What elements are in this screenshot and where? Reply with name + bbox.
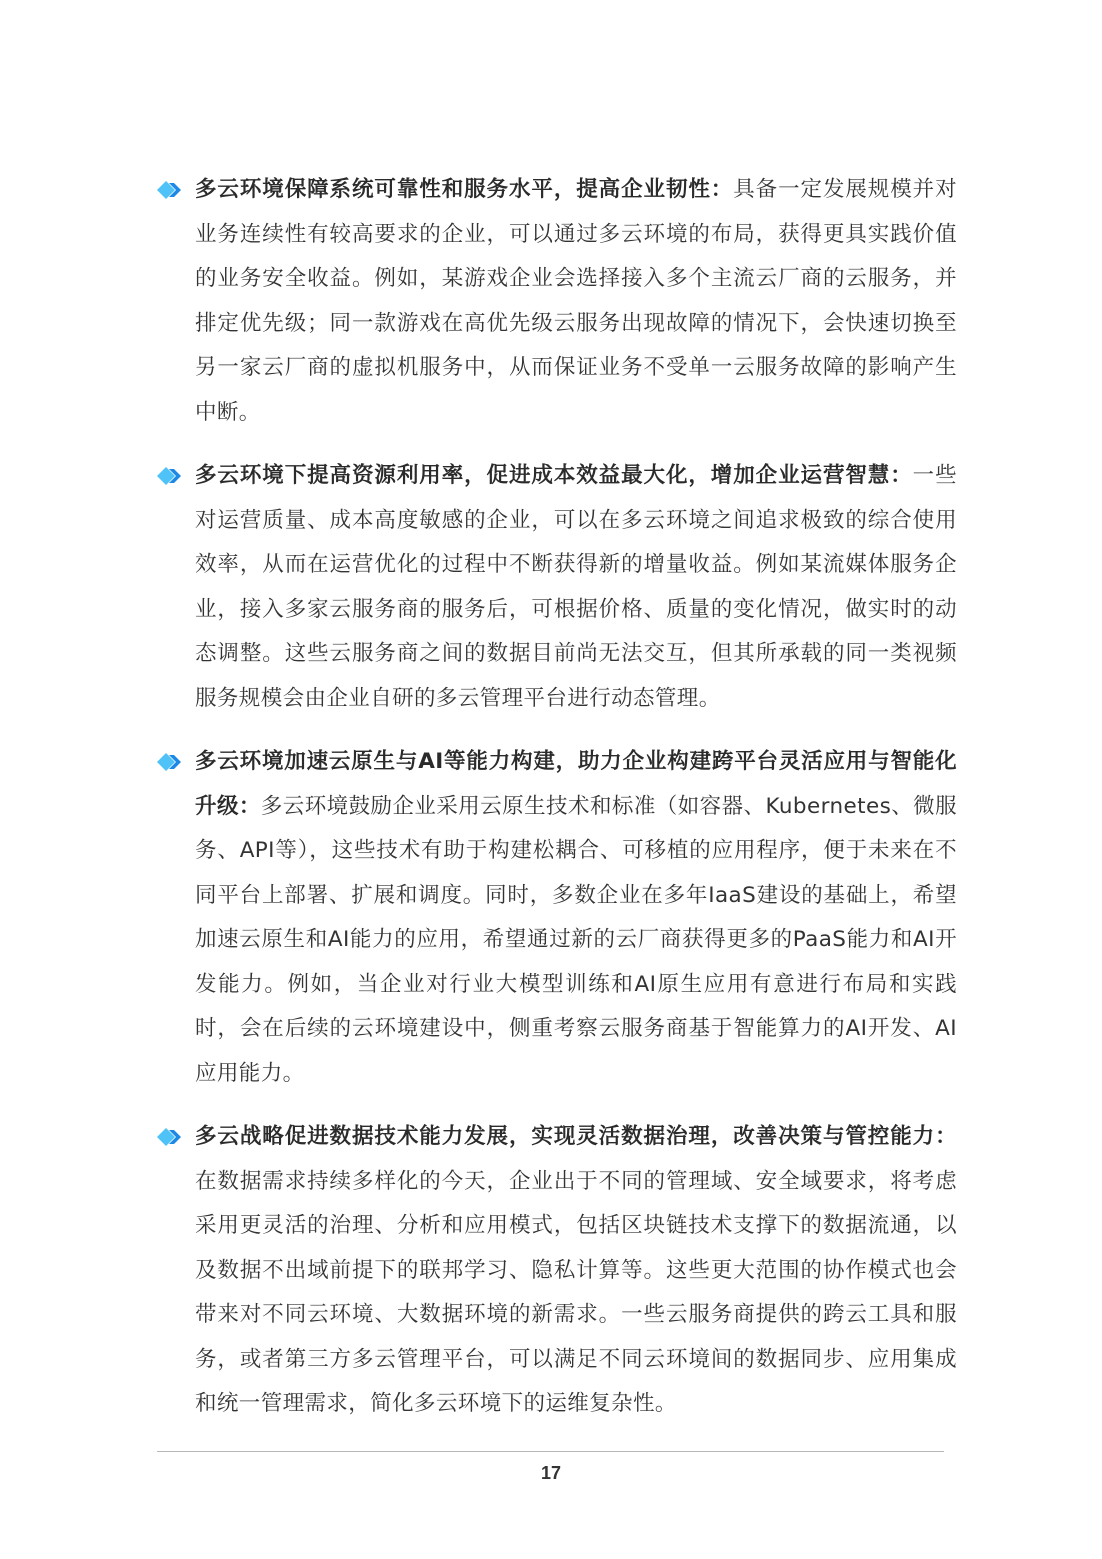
bullet-item-text xyxy=(195,454,957,721)
bullet-item-body: 具备一定发展规模并对业务连续性有较高要求的企业，可以通过多云环境的布局，获得更具实践价值的业务安全收益。例如，某游戏企业会选择接入多个主流云厂商的云服务，并排定优先级；同一款游戏在高优先级云服务出现故障的情况下，会快速切换至另一家云厂商的虚拟机服务中，从而保证业务不受单一云服务故障的影响产生中断。 xyxy=(195,177,957,425)
bullet-item-body: 一些对运营质量、成本高度敏感的企业，可以在多云环境之间追求极致的综合使用效率，从而在运营优化的过程中不断获得新的增量收益。例如某流媒体服务企业，接入多家云服务商的服务后，可根据价格、质量的变化情况，做实时的动态调整。这些云服务商之间的数据目前尚无法交互，但其所承载的同一类视频服务规模会由企业自研的多云管理平台进行动态管理。 xyxy=(195,463,957,711)
bullet-item-body: 多云环境鼓励企业采用云原生技术和标准（如容器、Kubernetes、微服务、API等），这些技术有助于构建松耦合、可移植的应用程序，便于未来在不同平台上部署、扩展和调度。同时，多数企业在多年IaaS建设的基础上，希望加速云原生和AI能力的应用，希望通过新的云厂商获得更多的PaaS能力和AI开发能力。例如，当企业对行业大模型训练和AI原生应用有意进行布局和实践时，会在后续的云环境建设中，侧重考察云服务商基于智能算力的AI开发、AI应用能力。 xyxy=(195,793,957,1086)
main-content xyxy=(157,168,957,1446)
bullet-item-text xyxy=(195,740,957,1096)
bullet-item-data-governance xyxy=(157,1115,957,1427)
bullet-item-title: 多云环境下提高资源利用率，促进成本效益最大化，增加企业运营智慧： xyxy=(195,463,913,488)
bullet-item-body: 在数据需求持续多样化的今天，企业出于不同的管理域、安全域要求，将考虑采用更灵活的治理、分析和应用模式，包括区块链技术支撑下的数据流通，以及数据不出域前提下的联邦学习、隐私计算等。这些更大范围的协作模式也会带来对不同云环境、大数据环境的新需求。一些云服务商提供的跨云工具和服务，或者第三方多云管理平台，可以满足不同云环境间的数据同步、应用集成和统一管理需求，简化多云环境下的运维复杂性。 xyxy=(195,1168,957,1416)
bullet-item-reliability xyxy=(157,168,957,435)
bullet-item-title: 多云战略促进数据技术能力发展，实现灵活数据治理，改善决策与管控能力： xyxy=(195,1124,957,1149)
bullet-item-cloud-native-ai xyxy=(157,740,957,1096)
diamond-bullet-icon xyxy=(157,1127,187,1147)
bullet-item-text xyxy=(195,168,957,435)
diamond-bullet-icon xyxy=(157,752,187,772)
bullet-item-text xyxy=(195,1115,957,1427)
page-number: 17 xyxy=(540,1463,562,1483)
bullet-item-title: 多云环境保障系统可靠性和服务水平，提高企业韧性： xyxy=(195,177,734,202)
footer-divider xyxy=(157,1451,944,1452)
diamond-bullet-icon xyxy=(157,466,187,486)
bullet-item-resource-utilization xyxy=(157,454,957,721)
diamond-bullet-icon xyxy=(157,180,187,200)
bullet-item-title: 多云环境加速云原生与AI等能力构建，助力企业构建跨平台灵活应用与智能化升级： xyxy=(195,749,957,819)
